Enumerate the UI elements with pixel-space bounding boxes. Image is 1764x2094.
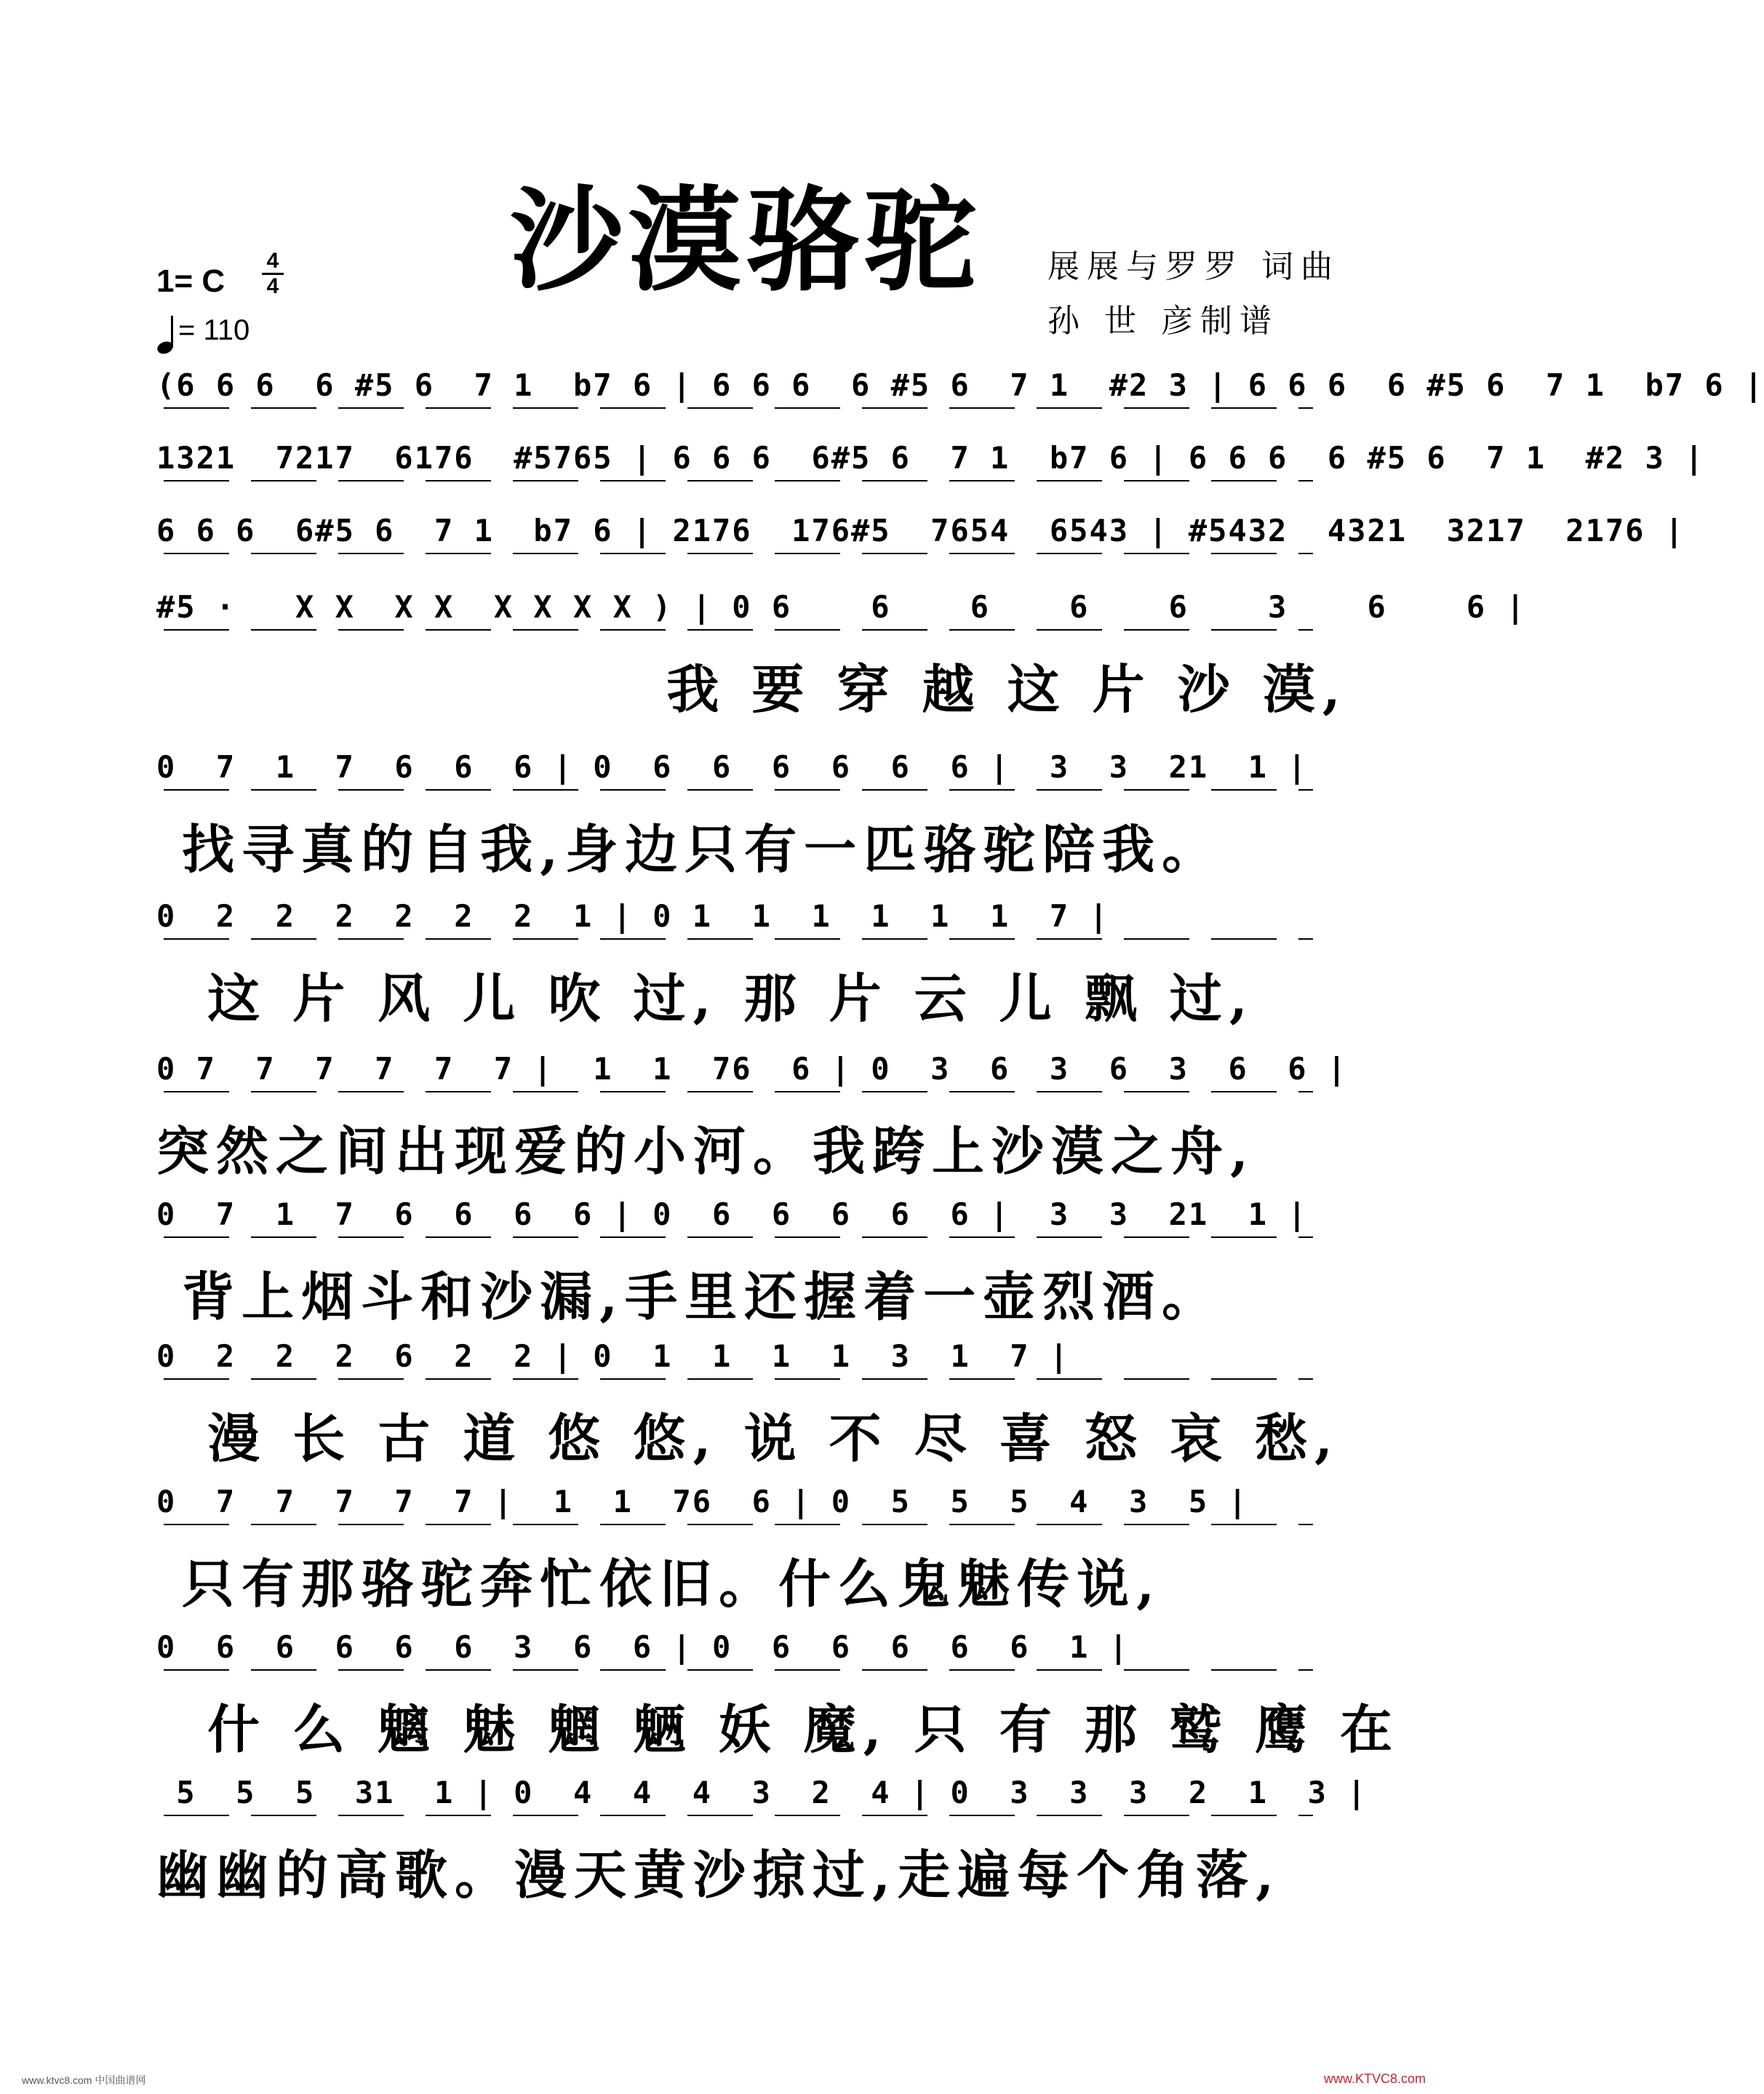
credit-lyricist-composer: 展展与罗罗 词曲: [1047, 248, 1340, 285]
lyric-line: 幽幽的高歌。漫天黄沙掠过,走遍每个角落,: [156, 1844, 1282, 1906]
notation-row: 0 6 6 6 6 6 3 6 6 | 0 6 6 6 6 6 1 |: [156, 1629, 1130, 1665]
notation-row: 0 2 2 2 6 2 2 | 0 1 1 1 1 3 1 7 |: [156, 1338, 1070, 1374]
notation-row: (6 6 6 6 #5 6 7 1 b7 6 | 6 6 6 6 #5 6 7 1 #2 3 | 6 6 6 6 #5 6 7 1 b7 6 |: [156, 367, 1764, 403]
key-signature: 1= C: [156, 263, 226, 299]
time-signature-bottom: 4: [266, 274, 279, 298]
footer-left-watermark: www.ktvc8.com 中国曲谱网: [22, 2074, 146, 2086]
lyric-line: 背上烟斗和沙漏,手里还握着一壶烈酒。: [156, 1266, 1222, 1327]
time-signature-top: 4: [266, 249, 279, 273]
beam-lines: [156, 551, 1320, 594]
notation-row: #5 · X X X X X X X X ) | 0 6 6 6 6 6 3 6 6 |: [156, 589, 1526, 625]
footer-right-watermark: www.KTVC8.com: [1324, 2071, 1426, 2086]
notation-row: 5 5 5 31 1 | 0 4 4 4 3 2 4 | 0 3 3 3 2 1 3 |: [156, 1775, 1368, 1810]
quarter-note-icon: [156, 313, 178, 356]
lyric-line: 这 片 风 儿 吹 过, 那 片 云 儿 飘 过,: [156, 967, 1255, 1029]
notation-row: 6 6 6 6#5 6 7 1 b7 6 | 2176 176#5 7654 6543 | #5432 4321 3217 2176 |: [156, 513, 1685, 548]
credit-transcriber: 孙 世 彦制谱: [1047, 303, 1279, 340]
notation-row: 0 7 1 7 6 6 6 6 | 0 6 6 6 6 6 | 3 3 21 1 |: [156, 1196, 1308, 1232]
tempo-marking: = 110: [178, 314, 250, 346]
notation-row: 0 7 7 7 7 7 | 1 1 76 6 | 0 5 5 5 4 3 5 |: [156, 1484, 1248, 1519]
notation-row: 1321 7217 6176 #5765 | 6 6 6 6#5 6 7 1 b7 6 | 6 6 6 6 #5 6 7 1 #2 3 |: [156, 440, 1705, 476]
time-signature: [262, 251, 284, 297]
song-title: 沙漠骆驼: [510, 174, 981, 307]
lyric-line: 我 要 穿 越 这 片 沙 漠,: [156, 658, 1348, 720]
lyric-line: 漫 长 古 道 悠 悠, 说 不 尽 喜 怒 哀 愁,: [156, 1407, 1341, 1469]
notation-row: 0 2 2 2 2 2 2 1 | 0 1 1 1 1 1 1 7 |: [156, 898, 1109, 934]
lyric-line: 只有那骆驼奔忙依旧。什么鬼魅传说,: [156, 1553, 1162, 1615]
notation-row: 0 7 7 7 7 7 7 | 1 1 76 6 | 0 3 6 3 6 3 6 6 |: [156, 1051, 1348, 1087]
lyric-line: 找寻真的自我,身边只有一匹骆驼陪我。: [156, 818, 1222, 880]
notation-row: 0 7 1 7 6 6 6 | 0 6 6 6 6 6 6 | 3 3 21 1 |: [156, 749, 1308, 785]
lyric-line: 什 么 魑 魅 魍 魉 妖 魔, 只 有 那 鹫 鹰 在: [156, 1698, 1400, 1760]
lyric-line: 突然之间出现爱的小河。我跨上沙漠之舟,: [156, 1120, 1256, 1182]
